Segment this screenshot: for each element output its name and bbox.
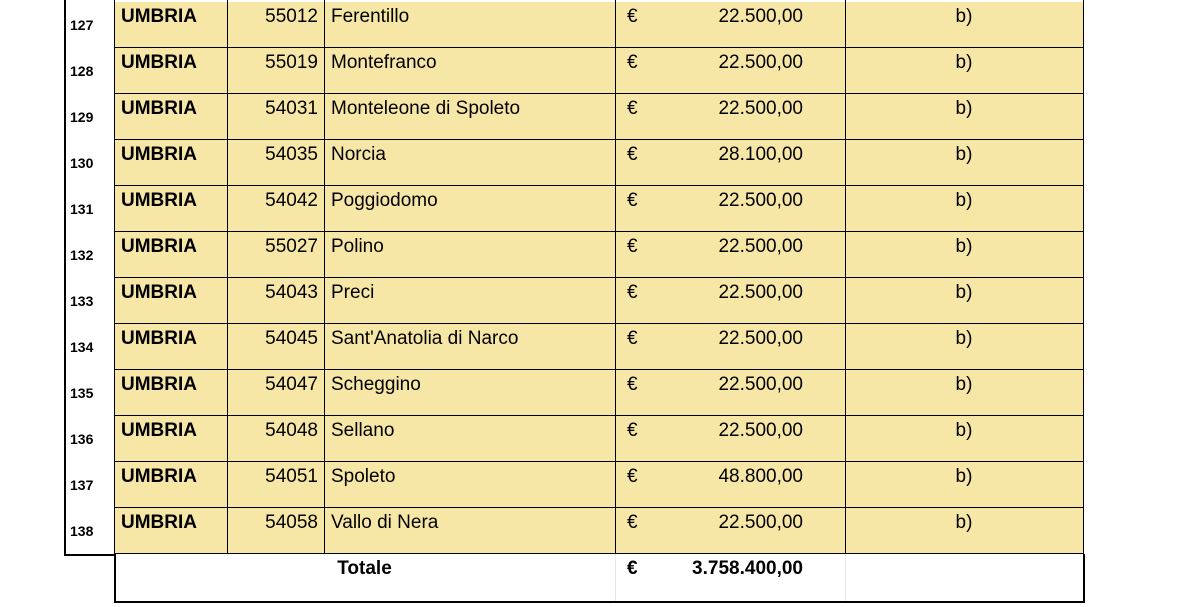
region-cell[interactable]: UMBRIA (121, 374, 197, 395)
currency-symbol: € (627, 52, 638, 73)
amount-cell[interactable]: 28.100,00 (718, 144, 803, 165)
amount-cell[interactable]: 22.500,00 (718, 420, 803, 441)
total-amount: 3.758.400,00 (692, 558, 803, 579)
row-number: 129 (70, 109, 94, 125)
amount-cell[interactable]: 22.500,00 (718, 328, 803, 349)
currency-symbol: € (627, 144, 638, 165)
currency-symbol: € (627, 282, 638, 303)
istat-code-cell[interactable]: 54031 (265, 98, 318, 119)
row-number: 136 (70, 431, 94, 447)
municipality-cell[interactable]: Norcia (331, 144, 386, 165)
note-cell[interactable]: b) (955, 98, 973, 119)
municipality-cell[interactable]: Poggiodomo (331, 190, 438, 211)
grid-line (64, 0, 66, 554)
row-number: 133 (70, 293, 94, 309)
row-number: 134 (70, 339, 94, 355)
region-cell[interactable]: UMBRIA (121, 282, 197, 303)
note-cell[interactable]: b) (955, 6, 973, 27)
istat-code-cell[interactable]: 54042 (265, 190, 318, 211)
grid-line (114, 554, 116, 603)
municipality-cell[interactable]: Monteleone di Spoleto (331, 98, 521, 119)
grid-line (114, 601, 1085, 603)
note-cell[interactable]: b) (955, 190, 973, 211)
grid-line (114, 231, 1083, 232)
grid-line (114, 461, 1083, 462)
grid-line (114, 185, 1083, 186)
istat-code-cell[interactable]: 54045 (265, 328, 318, 349)
amount-cell[interactable]: 22.500,00 (718, 512, 803, 533)
note-cell[interactable]: b) (955, 466, 973, 487)
row-number: 132 (70, 247, 94, 263)
istat-code-cell[interactable]: 55027 (265, 236, 318, 257)
grid-line (114, 415, 1083, 416)
note-cell[interactable]: b) (955, 282, 973, 303)
municipality-cell[interactable]: Ferentillo (331, 6, 410, 27)
currency-symbol: € (627, 236, 638, 257)
region-cell[interactable]: UMBRIA (121, 328, 197, 349)
grid-line (1083, 554, 1085, 603)
amount-cell[interactable]: 22.500,00 (718, 6, 803, 27)
amount-cell[interactable]: 22.500,00 (718, 282, 803, 303)
region-cell[interactable]: UMBRIA (121, 466, 197, 487)
istat-code-cell[interactable]: 55019 (265, 52, 318, 73)
region-cell[interactable]: UMBRIA (121, 190, 197, 211)
amount-cell[interactable]: 22.500,00 (718, 374, 803, 395)
amount-cell[interactable]: 22.500,00 (718, 52, 803, 73)
currency-symbol: € (627, 6, 638, 27)
istat-code-cell[interactable]: 54047 (265, 374, 318, 395)
currency-symbol: € (627, 328, 638, 349)
grid-line (615, 554, 616, 601)
total-currency-symbol: € (627, 558, 638, 579)
total-label: Totale (337, 558, 392, 579)
note-cell[interactable]: b) (955, 374, 973, 395)
grid-line (114, 47, 1083, 48)
grid-line (64, 554, 114, 556)
note-cell[interactable]: b) (955, 52, 973, 73)
region-cell[interactable]: UMBRIA (121, 512, 197, 533)
municipality-cell[interactable]: Vallo di Nera (331, 512, 439, 533)
currency-symbol: € (627, 420, 638, 441)
note-cell[interactable]: b) (955, 328, 973, 349)
amount-cell[interactable]: 22.500,00 (718, 98, 803, 119)
istat-code-cell[interactable]: 54048 (265, 420, 318, 441)
istat-code-cell[interactable]: 54043 (265, 282, 318, 303)
grid-line (1083, 0, 1084, 554)
grid-line (114, 277, 1083, 278)
grid-line (114, 369, 1083, 370)
grid-line (114, 507, 1083, 508)
row-number: 135 (70, 385, 94, 401)
municipality-cell[interactable]: Montefranco (331, 52, 437, 73)
row-number: 127 (70, 17, 94, 33)
note-cell[interactable]: b) (955, 420, 973, 441)
note-cell[interactable]: b) (955, 144, 973, 165)
row-number: 131 (70, 201, 94, 217)
currency-symbol: € (627, 466, 638, 487)
row-number: 130 (70, 155, 94, 171)
municipality-cell[interactable]: Sant'Anatolia di Narco (331, 328, 519, 349)
grid-line (114, 139, 1083, 140)
region-cell[interactable]: UMBRIA (121, 144, 197, 165)
amount-cell[interactable]: 22.500,00 (718, 236, 803, 257)
grid-line (114, 553, 1083, 554)
grid-line (845, 554, 846, 601)
region-cell[interactable]: UMBRIA (121, 98, 197, 119)
grid-line (114, 93, 1083, 94)
currency-symbol: € (627, 98, 638, 119)
istat-code-cell[interactable]: 54051 (265, 466, 318, 487)
grid-line (114, 323, 1083, 324)
currency-symbol: € (627, 512, 638, 533)
region-cell[interactable]: UMBRIA (121, 236, 197, 257)
amount-cell[interactable]: 22.500,00 (718, 190, 803, 211)
istat-code-cell[interactable]: 55012 (265, 6, 318, 27)
region-cell[interactable]: UMBRIA (121, 52, 197, 73)
note-cell[interactable]: b) (955, 512, 973, 533)
amount-cell[interactable]: 48.800,00 (718, 466, 803, 487)
region-cell[interactable]: UMBRIA (121, 6, 197, 27)
municipality-cell[interactable]: Scheggino (331, 374, 421, 395)
municipality-cell[interactable]: Preci (331, 282, 375, 303)
municipality-cell[interactable]: Spoleto (331, 466, 396, 487)
row-number: 138 (70, 523, 94, 539)
currency-symbol: € (627, 374, 638, 395)
row-number: 137 (70, 477, 94, 493)
currency-symbol: € (627, 190, 638, 211)
istat-code-cell[interactable]: 54035 (265, 144, 318, 165)
municipality-cell[interactable]: Sellano (331, 420, 395, 441)
istat-code-cell[interactable]: 54058 (265, 512, 318, 533)
region-cell[interactable]: UMBRIA (121, 420, 197, 441)
municipality-cell[interactable]: Polino (331, 236, 384, 257)
note-cell[interactable]: b) (955, 236, 973, 257)
row-number: 128 (70, 63, 94, 79)
